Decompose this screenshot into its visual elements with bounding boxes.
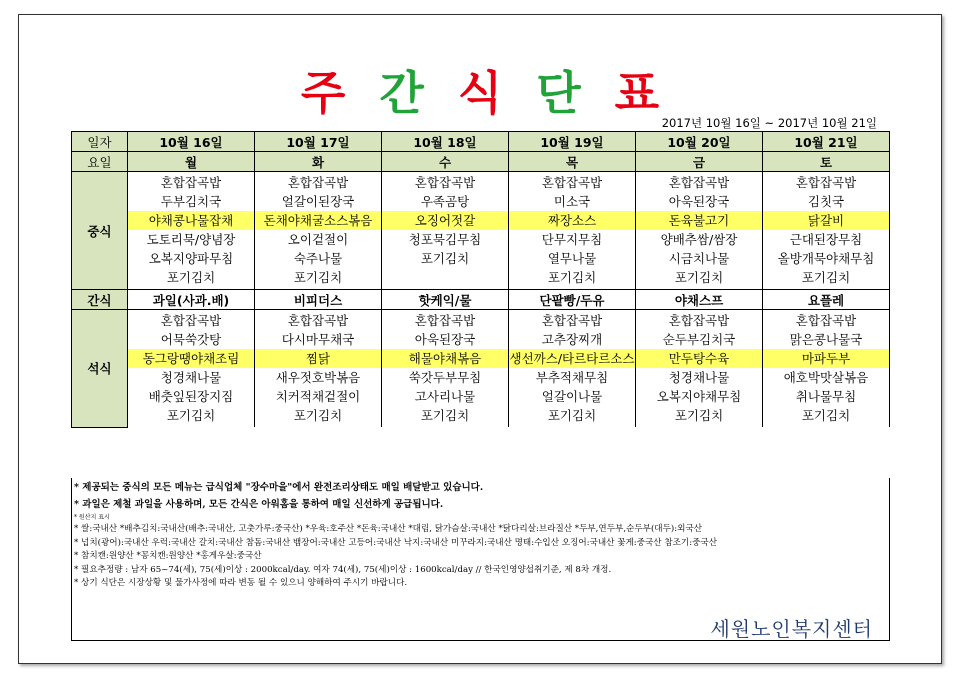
lunch-menu-item: 혼합잡곡밥 — [795, 175, 857, 190]
lunch-menu-item: 미소국 — [553, 194, 591, 209]
note-origin-1: * 쌀:국내산 *배추김치:국내산(배추:국내산, 고춧가루:중국산) *우육:호주산 *돈육:국내산 *대림, 닭가슴살:국내산 *닭다리살:브라질산 *두부,연두부,순두부(대두):외국산 — [74, 524, 703, 534]
weekday-cell: 월 — [128, 152, 255, 172]
dinner-menu-item: 마파두부 — [763, 349, 889, 368]
menu-document — [18, 14, 942, 664]
lunch-day-cell — [509, 172, 636, 290]
note-delivery: * 제공되는 중식의 모든 메뉴는 급식업체 "장수마을"에서 완전조리상태도 매일 배달받고 있습니다. — [74, 482, 484, 493]
dinner-menu-item: 부추적채무침 — [535, 370, 609, 385]
date-cell: 10월 18일 — [382, 132, 509, 152]
lunch-day-cell — [763, 172, 890, 290]
snack-cell: 요플레 — [763, 290, 890, 310]
lunch-menu-item: 단무지무침 — [541, 232, 603, 247]
lunch-label: 중식 — [72, 172, 128, 290]
dinner-menu-item: 얼갈이나물 — [541, 389, 603, 404]
dinner-menu-item: 만두탕수육 — [636, 349, 762, 368]
lunch-menu-item: 야채콩나물잡채 — [128, 211, 254, 230]
lunch-day-cell — [382, 172, 509, 290]
date-range: 2017년 10월 16일 ~ 2017년 10월 21일 — [661, 116, 877, 130]
dinner-label: 석식 — [72, 310, 128, 428]
lunch-menu-item: 돈채야채굴소스볶음 — [255, 211, 381, 230]
dinner-menu-item: 생선까스/타르타르소스 — [509, 351, 635, 366]
snack-cell: 야채스프 — [636, 290, 763, 310]
lunch-menu-item: 청포묵김무침 — [408, 232, 482, 247]
lunch-day-cell — [636, 172, 763, 290]
note-fruit: * 과일은 제철 과일을 사용하며, 모든 간식은 아워홈을 통하여 매일 신선하게 공급됩니다. — [74, 498, 444, 510]
lunch-menu-item: 포기김치 — [547, 270, 597, 285]
dinner-menu-item: 순두부김치국 — [662, 332, 736, 347]
dinner-menu-item: 오복지야채무침 — [656, 389, 742, 404]
dinner-menu-item: 어묵쑥갓탕 — [160, 332, 222, 347]
lunch-menu-item: 혼합잡곡밥 — [668, 175, 730, 190]
lunch-menu-item: 숙주나물 — [293, 251, 343, 266]
center-name: 세원노인복지센터 — [710, 616, 873, 641]
dinner-day-cell — [636, 310, 763, 428]
dinner-menu-item: 혼합잡곡밥 — [160, 313, 222, 328]
lunch-menu-item: 도토리묵/양념장 — [146, 232, 236, 247]
lunch-menu-item: 포기김치 — [801, 270, 851, 285]
lunch-menu-item: 두부김치국 — [160, 194, 222, 209]
dinner-day-cell — [509, 310, 636, 428]
dinner-day-cell — [255, 310, 382, 428]
date-cell: 10월 16일 — [128, 132, 255, 152]
lunch-block — [72, 172, 890, 290]
lunch-menu-item: 혼합잡곡밥 — [414, 175, 476, 190]
dinner-day-cell — [763, 310, 890, 428]
dinner-menu-item: 해물야채볶음 — [382, 349, 508, 368]
dinner-menu-item: 청경채나물 — [668, 370, 730, 385]
page-title — [19, 57, 941, 123]
note-origin-2: * 넙치(광어):국내산 우럭:국내산 갈치:국내산 참돔:국내산 뱀장어:국내산 고등어:국내산 낙지:국내산 미꾸라지:국내산 명태:수입산 오징어:국내산 꽃게:중국산 참조기:중국산 — [74, 537, 718, 548]
dinner-day-cell — [382, 310, 509, 428]
lunch-menu-item: 닭갈비 — [763, 211, 889, 230]
title-char: 식 — [457, 66, 503, 120]
lunch-menu-item: 오이겉절이 — [287, 232, 349, 247]
lunch-menu-item — [382, 268, 508, 287]
dinner-menu-item: 포기김치 — [293, 408, 343, 423]
dinner-menu-item: 포기김치 — [801, 408, 851, 423]
dinner-menu-item: 혼합잡곡밥 — [414, 313, 476, 328]
notes-box — [71, 478, 890, 641]
date-cell: 10월 17일 — [255, 132, 382, 152]
dinner-menu-item: 취나물무침 — [795, 389, 857, 404]
snack-label: 간식 — [72, 290, 128, 310]
lunch-menu-item: 아욱된장국 — [668, 194, 730, 209]
weekly-menu-table — [71, 131, 890, 428]
title-char: 단 — [536, 66, 581, 120]
lunch-menu-item: 포기김치 — [166, 270, 216, 285]
dinner-day-cell — [128, 310, 255, 428]
lunch-menu-item: 우족곰탕 — [420, 194, 470, 209]
dinner-menu-item: 청경채나물 — [160, 370, 222, 385]
title-char: 주 — [300, 66, 346, 120]
lunch-menu-item: 오징어젓갈 — [382, 211, 508, 230]
note-nutrition: * 필요추정량 : 남자 65~74(세), 75(세)이상 : 2000kcal/day. 여자 74(세), 75(세)이상 : 1600kcal/day // 한국인영양섭취기준, 제 8차 개정. — [74, 564, 612, 575]
date-cell: 10월 21일 — [763, 132, 890, 152]
weekday-label: 요일 — [72, 152, 128, 172]
lunch-day-cell — [255, 172, 382, 290]
lunch-menu-item: 얼갈이된장국 — [281, 194, 355, 209]
date-label: 일자 — [72, 132, 128, 152]
dinner-block — [72, 310, 890, 428]
lunch-menu-item: 오복지양파무침 — [148, 251, 234, 266]
dinner-menu-item: 애호박맛살볶음 — [783, 370, 869, 385]
dinner-menu-item: 쑥갓두부무침 — [408, 370, 482, 385]
snack-cell: 비피더스 — [255, 290, 382, 310]
note-origin-title: * 원산지 표시 — [74, 514, 110, 521]
snack-cell: 핫케익/물 — [382, 290, 509, 310]
weekday-cell: 금 — [636, 152, 763, 172]
lunch-menu-item: 시금치나물 — [668, 251, 730, 266]
lunch-menu-item: 올방개묵야채무침 — [777, 251, 875, 266]
weekday-row — [72, 152, 890, 172]
lunch-menu-item: 돈육불고기 — [636, 211, 762, 230]
dinner-menu-item: 포기김치 — [166, 408, 216, 423]
note-origin-3: * 참치캔:원양산 *꽁치캔:원양산 *홍게우살:중국산 — [74, 551, 262, 561]
dinner-menu-item: 혼합잡곡밥 — [668, 313, 730, 328]
dinner-menu-item: 다시마무채국 — [281, 332, 355, 347]
lunch-menu-item: 포기김치 — [293, 270, 343, 285]
dinner-menu-item: 찜닭 — [255, 349, 381, 368]
date-cell: 10월 19일 — [509, 132, 636, 152]
lunch-day-cell — [128, 172, 255, 290]
lunch-menu-item: 짜장소스 — [509, 211, 635, 230]
lunch-menu-item: 열무나물 — [547, 251, 597, 266]
weekday-cell: 목 — [509, 152, 636, 172]
lunch-menu-item: 포기김치 — [420, 251, 470, 266]
lunch-menu-item: 포기김치 — [674, 270, 724, 285]
lunch-menu-item: 혼합잡곡밥 — [541, 175, 603, 190]
dinner-menu-item: 포기김치 — [674, 408, 724, 423]
lunch-menu-item: 근대된장무침 — [789, 232, 863, 247]
dinner-menu-item: 맑은콩나물국 — [789, 332, 863, 347]
dinner-menu-item: 포기김치 — [420, 408, 470, 423]
title-char: 표 — [614, 66, 660, 120]
note-change: * 상기 식단은 시장상황 및 물가사정에 따라 변동 될 수 있으니 양해하여 주시기 바랍니다. — [74, 578, 408, 588]
dinner-menu-item: 새우젓호박볶음 — [275, 370, 361, 385]
lunch-menu-item: 양배추쌈/쌈장 — [660, 232, 738, 247]
date-row — [72, 132, 890, 152]
title-char: 간 — [379, 66, 424, 120]
lunch-menu-item: 혼합잡곡밥 — [287, 175, 349, 190]
dinner-menu-item: 고추장찌개 — [541, 332, 603, 347]
snack-row — [72, 290, 890, 310]
weekday-cell: 토 — [763, 152, 890, 172]
date-cell: 10월 20일 — [636, 132, 763, 152]
dinner-menu-item: 혼합잡곡밥 — [541, 313, 603, 328]
lunch-menu-item: 혼합잡곡밥 — [160, 175, 222, 190]
dinner-menu-item: 치커적채겉절이 — [275, 389, 361, 404]
dinner-menu-item: 동그랑땡야채조림 — [128, 349, 254, 368]
dinner-menu-item: 아욱된장국 — [414, 332, 476, 347]
weekday-cell: 수 — [382, 152, 509, 172]
snack-cell: 단팥빵/두유 — [509, 290, 636, 310]
dinner-menu-item: 배춧잎된장지짐 — [148, 389, 234, 404]
lunch-menu-item: 김칫국 — [807, 194, 845, 209]
dinner-menu-item: 혼합잡곡밥 — [795, 313, 857, 328]
dinner-menu-item: 포기김치 — [547, 408, 597, 423]
snack-cell: 과일(사과.배) — [128, 290, 255, 310]
dinner-menu-item: 고사리나물 — [414, 389, 476, 404]
dinner-menu-item: 혼합잡곡밥 — [287, 313, 349, 328]
weekday-cell: 화 — [255, 152, 382, 172]
